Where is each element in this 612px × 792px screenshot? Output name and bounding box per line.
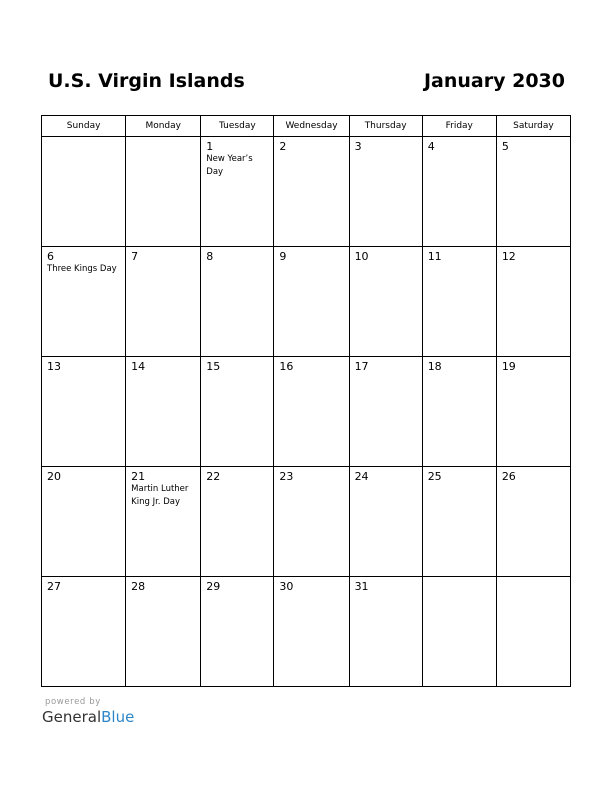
day-number: 1 [206,140,214,153]
brand-general-text: General [42,708,102,726]
month-year-title: January 2030 [423,70,565,92]
day-number: 27 [47,580,61,593]
day-number: 23 [279,470,294,483]
week-row-5 [42,577,571,687]
holiday-label: Three Kings Day [47,264,117,274]
day-cell [496,467,570,577]
day-cell [42,247,126,357]
day-cell [201,467,274,577]
week-row-1 [42,137,571,247]
day-number: 28 [131,580,146,593]
brand-blue-text: Blue [101,708,135,726]
day-number [42,137,125,140]
region-title: U.S. Virgin Islands [48,70,245,92]
day-number: 18 [427,360,442,373]
day-number: 29 [206,580,221,593]
day-cell [274,357,349,467]
day-number: 26 [501,470,516,483]
day-cell [126,577,201,687]
day-cell [201,137,274,247]
day-cell [126,137,201,247]
day-cell [274,467,349,577]
day-number: 5 [501,140,509,153]
day-number [126,137,200,140]
day-number: 19 [501,360,516,373]
day-cell [126,247,201,357]
day-cell [422,247,496,357]
day-cell [274,577,349,687]
day-number: 17 [354,360,369,373]
day-cell [496,137,570,247]
powered-by-label: powered by [45,697,101,707]
weekday-header-sunday: Sunday [42,116,126,137]
day-number: 8 [206,250,214,263]
day-cell [201,357,274,467]
day-number: 13 [47,360,61,373]
day-cell [42,467,126,577]
day-number: 20 [47,470,61,483]
day-cell [274,137,349,247]
day-number: 11 [427,250,442,263]
day-number: 3 [354,140,362,153]
day-cell [349,247,422,357]
day-cell [42,137,126,247]
day-cell [496,577,570,687]
day-number: 6 [47,250,54,263]
weekday-header-row [42,116,571,137]
day-number: 24 [354,470,369,483]
day-number: 25 [427,470,442,483]
day-cell [496,247,570,357]
day-cell [126,357,201,467]
weekday-header-tuesday: Tuesday [201,116,274,137]
day-number: 4 [427,140,435,153]
day-cell [349,137,422,247]
day-cell [126,467,201,577]
week-row-3 [42,357,571,467]
weekday-header-wednesday: Wednesday [274,116,349,137]
holiday-label: Martin Luther King Jr. Day [131,484,189,507]
day-number: 9 [279,250,287,263]
day-cell [422,357,496,467]
day-cell [42,357,126,467]
day-number: 14 [131,360,146,373]
week-row-4 [42,467,571,577]
weekday-header-friday: Friday [422,116,496,137]
calendar-grid [41,115,571,687]
generalblue-logo[interactable] [42,708,134,726]
day-number: 21 [131,470,146,483]
day-cell [422,137,496,247]
weekday-header-monday: Monday [126,116,201,137]
day-cell [201,577,274,687]
day-cell [422,467,496,577]
day-number [497,577,570,580]
day-cell [349,577,422,687]
day-cell [349,357,422,467]
day-number: 12 [501,250,516,263]
day-number: 16 [279,360,294,373]
day-cell [349,467,422,577]
day-cell [274,247,349,357]
day-number: 22 [206,470,221,483]
week-row-2 [42,247,571,357]
day-number [423,577,496,580]
day-number: 15 [206,360,221,373]
holiday-label: New Year’s Day [206,154,253,177]
weekday-header-saturday: Saturday [496,116,570,137]
day-number: 30 [279,580,294,593]
day-cell [496,357,570,467]
day-number: 7 [131,250,139,263]
weekday-header-thursday: Thursday [349,116,422,137]
day-number: 31 [354,580,369,593]
day-cell [422,577,496,687]
day-number: 2 [279,140,287,153]
day-number: 10 [354,250,369,263]
day-cell [42,577,126,687]
day-cell [201,247,274,357]
